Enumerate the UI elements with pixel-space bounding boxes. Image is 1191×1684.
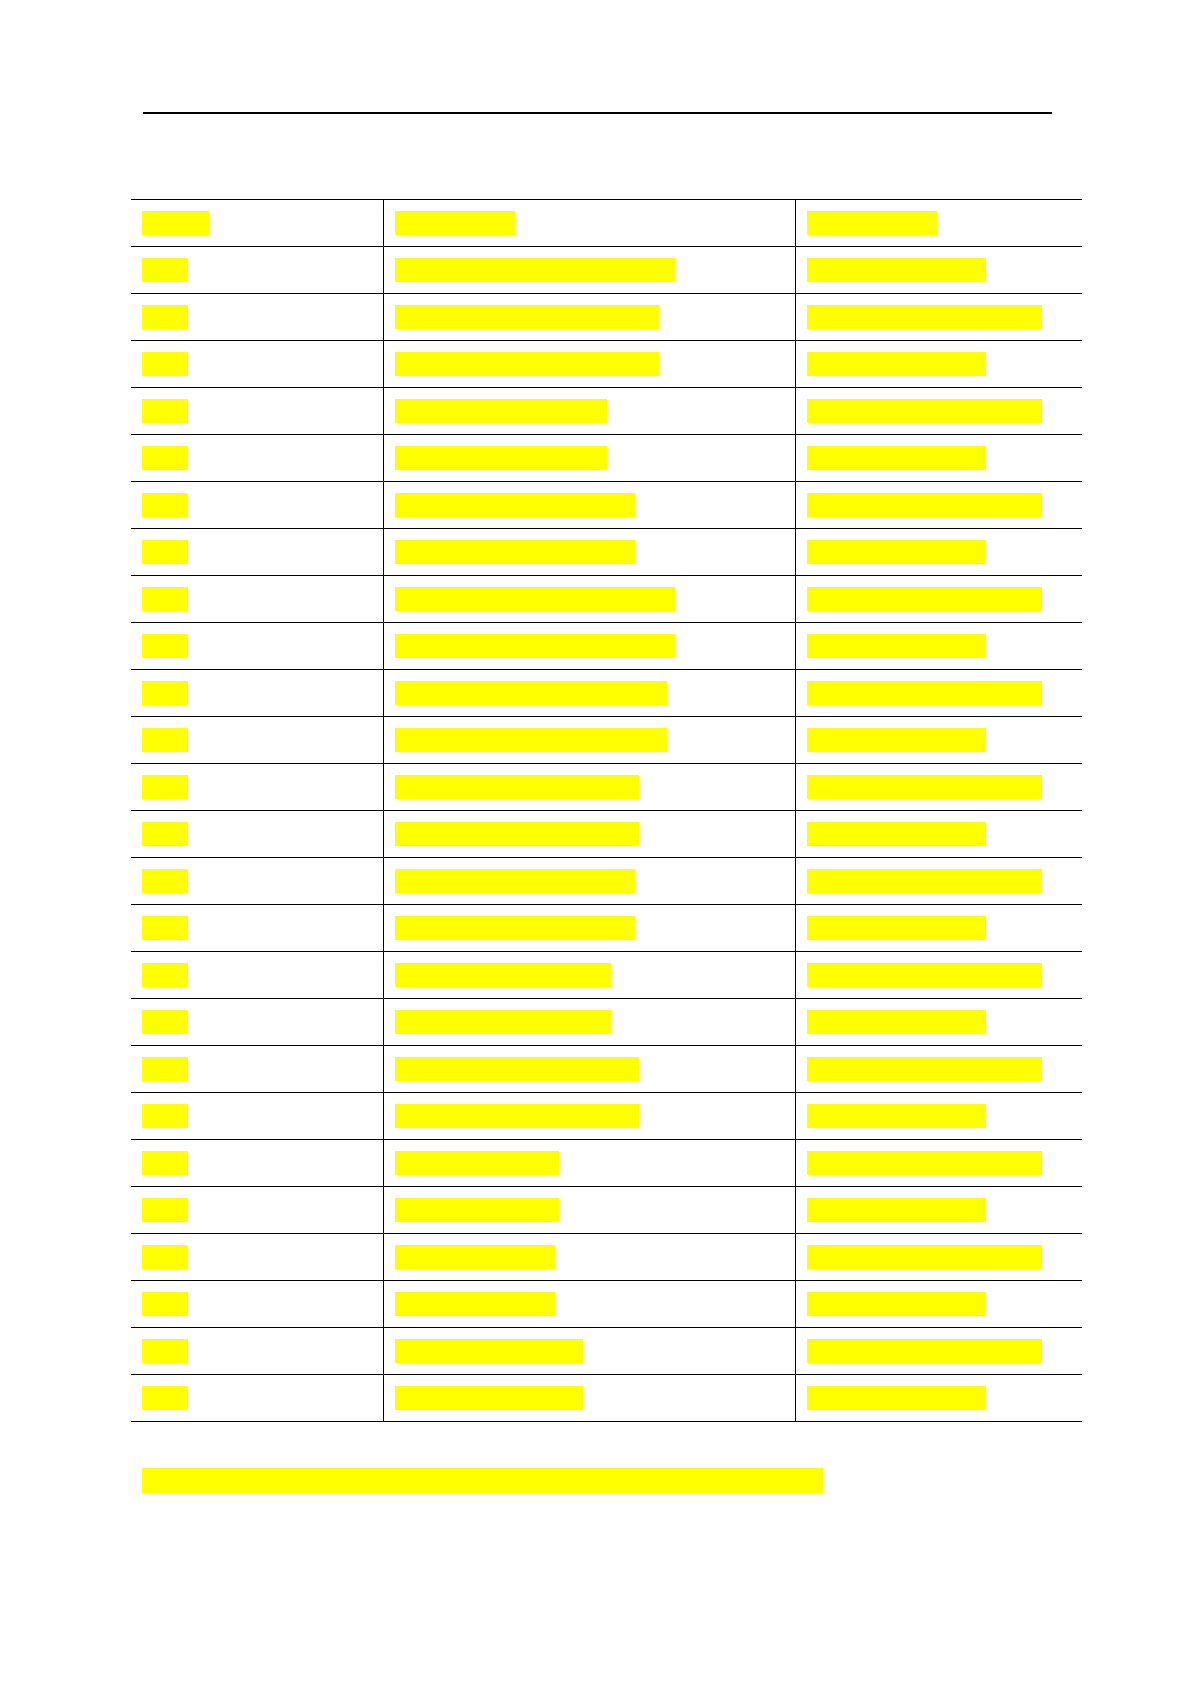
redaction-bar: [807, 211, 937, 235]
header-cell-3: [795, 200, 1082, 247]
table-row: [131, 1328, 1082, 1375]
redaction-bar: [142, 634, 188, 658]
redaction-bar: [807, 1151, 1042, 1175]
table-row: [131, 999, 1082, 1046]
redaction-bar: [142, 1198, 188, 1222]
table-cell-1: [131, 1093, 383, 1140]
redaction-bar: [395, 258, 675, 282]
table-cell-2: [383, 999, 795, 1046]
table-cell-2: [383, 1046, 795, 1093]
table-cell-2: [383, 811, 795, 858]
table-cell-3: [795, 576, 1082, 623]
table-row: [131, 388, 1082, 435]
redaction-bar: [142, 1245, 188, 1269]
redaction-bar: [142, 1151, 188, 1175]
table-cell-2: [383, 482, 795, 529]
table-row: [131, 435, 1082, 482]
table-row: [131, 1187, 1082, 1234]
redaction-bar: [395, 1104, 639, 1128]
table-cell-2: [383, 341, 795, 388]
table-row: [131, 670, 1082, 717]
table-cell-1: [131, 717, 383, 764]
table-cell-1: [131, 1187, 383, 1234]
redaction-bar: [395, 822, 639, 846]
table-cell-3: [795, 1328, 1082, 1375]
redaction-bar: [395, 634, 675, 658]
redaction-bar: [142, 869, 188, 893]
table-cell-2: [383, 764, 795, 811]
table-row: [131, 764, 1082, 811]
redaction-bar: [807, 305, 1042, 329]
redaction-bar: [807, 540, 986, 564]
redaction-bar: [142, 1010, 188, 1034]
table-cell-2: [383, 529, 795, 576]
table-cell-2: [383, 717, 795, 764]
table-cell-1: [131, 1046, 383, 1093]
table-cell-1: [131, 341, 383, 388]
table-row: [131, 529, 1082, 576]
table-row: [131, 1046, 1082, 1093]
table-cell-3: [795, 294, 1082, 341]
table-cell-1: [131, 999, 383, 1046]
table-cell-1: [131, 952, 383, 999]
redaction-bar: [142, 963, 188, 987]
header-rule: [143, 112, 1052, 114]
redaction-bar: [807, 1339, 1042, 1363]
redaction-bar: [807, 869, 1042, 893]
table-cell-3: [795, 811, 1082, 858]
table-row: [131, 858, 1082, 905]
redaction-bar: [395, 540, 635, 564]
table-row: [131, 811, 1082, 858]
table-row: [131, 1281, 1082, 1328]
redaction-bar: [142, 681, 188, 705]
table-cell-1: [131, 1375, 383, 1422]
redaction-bar: [395, 493, 635, 517]
table-row: [131, 623, 1082, 670]
redaction-bar: [807, 916, 986, 940]
table-cell-3: [795, 764, 1082, 811]
table-header-row: [131, 200, 1082, 247]
table-cell-1: [131, 764, 383, 811]
redaction-bar: [395, 1198, 559, 1222]
redaction-bar: [142, 916, 188, 940]
table-cell-2: [383, 670, 795, 717]
redaction-bar: [142, 1339, 188, 1363]
table-cell-2: [383, 1140, 795, 1187]
redaction-bar: [807, 822, 986, 846]
table-cell-2: [383, 1281, 795, 1328]
redaction-bar: [807, 1245, 1042, 1269]
redaction-bar: [807, 1198, 986, 1222]
table-cell-2: [383, 1328, 795, 1375]
table-cell-1: [131, 1140, 383, 1187]
table-cell-1: [131, 482, 383, 529]
header-cell-2: [383, 200, 795, 247]
footnote-redaction: [142, 1468, 823, 1493]
redaction-bar: [395, 352, 659, 376]
redaction-bar: [142, 211, 209, 235]
table-cell-3: [795, 247, 1082, 294]
redaction-bar: [807, 587, 1042, 611]
table-row: [131, 294, 1082, 341]
redaction-bar: [142, 493, 188, 517]
redaction-bar: [807, 399, 1042, 423]
redaction-bar: [142, 1292, 188, 1316]
table-cell-2: [383, 1234, 795, 1281]
redaction-bar: [142, 446, 188, 470]
redaction-bar: [807, 681, 1042, 705]
table-cell-2: [383, 1093, 795, 1140]
redaction-bar: [142, 587, 188, 611]
redaction-bar: [807, 634, 986, 658]
redaction-bar: [395, 211, 515, 235]
table-cell-1: [131, 247, 383, 294]
redaction-bar: [142, 1104, 188, 1128]
redaction-bar: [807, 446, 986, 470]
table-cell-3: [795, 1187, 1082, 1234]
redaction-bar: [142, 1057, 188, 1081]
table-cell-3: [795, 858, 1082, 905]
table-cell-1: [131, 435, 383, 482]
table-cell-2: [383, 388, 795, 435]
table-cell-3: [795, 717, 1082, 764]
table-cell-3: [795, 435, 1082, 482]
table-cell-1: [131, 623, 383, 670]
table-cell-3: [795, 952, 1082, 999]
table-cell-2: [383, 247, 795, 294]
table-cell-3: [795, 341, 1082, 388]
table-cell-3: [795, 623, 1082, 670]
redaction-bar: [807, 493, 1042, 517]
table-cell-2: [383, 952, 795, 999]
redaction-bar: [395, 587, 675, 611]
table-row: [131, 1234, 1082, 1281]
table-row: [131, 576, 1082, 623]
table-cell-3: [795, 670, 1082, 717]
redaction-bar: [395, 1057, 639, 1081]
redaction-bar: [807, 1104, 986, 1128]
redaction-bar: [395, 681, 667, 705]
table-cell-1: [131, 1281, 383, 1328]
table-body: [131, 200, 1082, 1422]
table-cell-3: [795, 1140, 1082, 1187]
table-cell-1: [131, 294, 383, 341]
table-cell-2: [383, 905, 795, 952]
table-cell-3: [795, 905, 1082, 952]
table-cell-3: [795, 999, 1082, 1046]
redaction-bar: [395, 869, 635, 893]
table-cell-2: [383, 623, 795, 670]
redaction-bar: [807, 1057, 1042, 1081]
table-row: [131, 1140, 1082, 1187]
table-cell-3: [795, 1093, 1082, 1140]
data-table: [131, 199, 1082, 1422]
redaction-bar: [142, 305, 188, 329]
redaction-bar: [142, 399, 188, 423]
table-cell-1: [131, 905, 383, 952]
table-cell-1: [131, 670, 383, 717]
table-row: [131, 1375, 1082, 1422]
header-cell-1: [131, 200, 383, 247]
redaction-bar: [142, 258, 188, 282]
table-row: [131, 905, 1082, 952]
redaction-bar: [142, 822, 188, 846]
table-cell-1: [131, 858, 383, 905]
data-table-container: [131, 199, 1082, 1422]
redaction-bar: [807, 1292, 986, 1316]
redaction-bar: [807, 775, 1042, 799]
redaction-bar: [395, 1292, 555, 1316]
table-cell-2: [383, 576, 795, 623]
table-cell-2: [383, 1187, 795, 1234]
redaction-bar: [142, 540, 188, 564]
table-cell-2: [383, 435, 795, 482]
table-cell-3: [795, 388, 1082, 435]
redaction-bar: [395, 1245, 555, 1269]
table-cell-2: [383, 294, 795, 341]
table-cell-1: [131, 576, 383, 623]
redaction-bar: [395, 1010, 611, 1034]
redaction-bar: [807, 352, 986, 376]
redaction-bar: [395, 916, 635, 940]
redaction-bar: [142, 775, 188, 799]
table-row: [131, 717, 1082, 764]
redaction-bar: [142, 728, 188, 752]
table-cell-3: [795, 529, 1082, 576]
redaction-bar: [395, 1151, 559, 1175]
redaction-bar: [807, 728, 986, 752]
redaction-bar: [807, 963, 1042, 987]
redaction-bar: [142, 352, 188, 376]
redaction-bar: [395, 1339, 583, 1363]
table-cell-3: [795, 1375, 1082, 1422]
table-cell-2: [383, 858, 795, 905]
table-row: [131, 952, 1082, 999]
redaction-bar: [395, 775, 639, 799]
redaction-bar: [395, 399, 607, 423]
redaction-bar: [807, 1010, 986, 1034]
table-row: [131, 341, 1082, 388]
table-cell-1: [131, 1234, 383, 1281]
table-cell-3: [795, 482, 1082, 529]
redaction-bar: [142, 1386, 188, 1410]
redaction-bar: [395, 1386, 583, 1410]
redaction-bar: [395, 446, 607, 470]
table-cell-3: [795, 1234, 1082, 1281]
redaction-bar: [395, 728, 667, 752]
redaction-bar: [807, 258, 986, 282]
table-row: [131, 482, 1082, 529]
redaction-bar: [395, 963, 611, 987]
redaction-bar: [807, 1386, 986, 1410]
table-row: [131, 1093, 1082, 1140]
table-row: [131, 247, 1082, 294]
table-cell-3: [795, 1046, 1082, 1093]
table-cell-1: [131, 811, 383, 858]
table-cell-1: [131, 1328, 383, 1375]
table-cell-1: [131, 529, 383, 576]
table-cell-1: [131, 388, 383, 435]
table-cell-3: [795, 1281, 1082, 1328]
table-cell-2: [383, 1375, 795, 1422]
redaction-bar: [395, 305, 659, 329]
